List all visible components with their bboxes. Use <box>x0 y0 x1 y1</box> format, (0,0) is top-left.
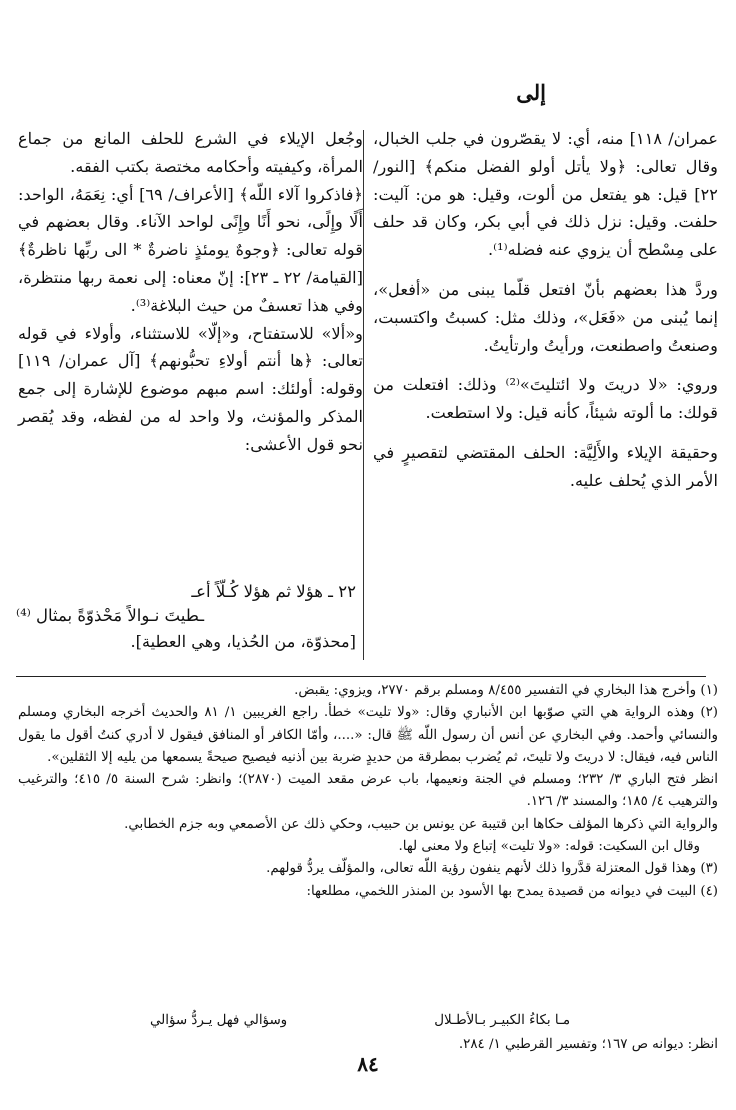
paragraph: وردَّ هذا بعضهم بأنّ افتعل قلّما يبنى من «أفعل»، إنما يُبنى من «فَعَل»، وذلك مثل: كسبتُ واكتسبت، وصنعتُ واصطنعت، ورأيتُ وارتأيتُ. <box>373 279 718 355</box>
footnote-4-verse <box>150 1013 570 1028</box>
footnote-2-sikkit: وقال ابن السكيت: قوله: «ولا تليت» إتباع ولا معنى لها. <box>398 839 700 855</box>
footnote-4-reference: انظر: ديوانه ص ١٦٧؛ وتفسير القرطبي ١/ ٢٨٤. <box>458 1037 718 1052</box>
page-number: ٨٤ <box>357 1052 379 1076</box>
footnote-2-refs: انظر فتح الباري ٣/ ٢٣٢؛ ومسلم في الجنة ونعيمها، باب عرض مقعد الميت (٢٨٧٠)؛ وانظر: شرح السنة ٥/ ٤١٥؛ والترغيب والترهيب ٤/ ١٨٥؛ والمسند ٣/ ١٢٦. <box>18 772 718 810</box>
left-column <box>18 125 363 459</box>
paragraph: وروي: «لا دريتَ ولا ائتليتَ»⁽²⁾ وذلك: افتعلت من قولك: ما ألوته شيئاً، كأنه قيل: ولا استطعت. <box>373 375 718 423</box>
poem-gloss: [محذوّة، من الحُذيا، وهي العطية]. <box>130 632 356 651</box>
paragraph: ﴿فاذكروا آلاء اللّه﴾ [الأعراف/ ٦٩] أي: نِعَمَهُ، الواحد: أَلًا وإِلًى، نحو أَنًا وإِنًى لواحد الآناء. وقال بعضهم في قوله تعالى: ﴿وجوهٌ يومئذٍ ناضرةٌ * الى ربِّها ناظرةٌ﴾ [القيامة/ ٢٢ ـ ٢٣]: إنّ معناه: إلى نعمة ربها منتظرة، وفي هذا تعسفٌ من حيث البلاغة⁽³⁾. <box>18 184 363 315</box>
paragraph: وجُعل الإيلاء في الشرع للحلف المانع من جماع المرأة، وكيفيته وأحكامه مختصة بكتب الفقه. <box>18 129 363 176</box>
footnote-3: (٣) وهذا قول المعتزلة قدَّروا ذلك لأنهم ينفون رؤية اللّه تعالى، والمؤلّف يردُّ قولهم. <box>266 861 718 877</box>
footnote-4: (٤) البيت في ديوانه من قصيدة يمدح بها الأسود بن المنذر اللخمي، مطلعها: <box>306 883 718 899</box>
paragraph: و«ألا» للاستفتاح، و«إلّا» للاستثناء، وأولاء في قوله تعالى: ﴿ها أنتم أولاءِ تحبُّونهم﴾ [آل عمران/ ١١٩] وقوله: أولئك: اسم مبهم موضوع للإشارة إلى جمع المذكر والمؤنث، ولا واحد له من لفظه، وقد يُقصر نحو قول الأعشى: <box>18 323 363 454</box>
footnote-1: (١) وأخرج هذا البخاري في التفسير ٨/٤٥٥ ومسلم برقم ٢٧٧٠، ويزوي: يقبض. <box>294 683 718 698</box>
footnote-2-riwaya: والرواية التي ذكرها المؤلف حكاها ابن قتيبة عن يونس بن حبيب، وحكي ذلك عن الأصمعي وبه جزم الخطابي. <box>124 816 718 832</box>
footnote-2: (٢) وهذه الرواية هي التي صوّبها ابن الأنباري وقال: «ولا تليت» خطأ. راجع الغريبين ١/ ٨١ والحديث أخرجه البخاري ومسلم والنسائي وأحمد. وفي البخاري عن أنس أن رسول اللّه ﷺ قال: «....، وأمّا الكافر أو المنافق فيقول لا أدري كنتُ أقول ما يقول الناس فيه، فيقال: لا دريتَ ولا تليتَ، ثم يُضرب بمطرقة من حديدٍ ضربة بين أذنيه فيصيح صيحةً يسمعها من يليه إلا الثقلين». <box>18 705 718 765</box>
running-header-word: إلى <box>516 80 546 105</box>
footnote-verse-hemistich-2: وسؤالي فهل يـردُّ سؤالي <box>150 1013 288 1028</box>
footnote-separator <box>16 676 706 677</box>
footnotes <box>18 680 718 903</box>
footnote-verse-hemistich-1: مـا بكاءُ الكبيـر بـالأطـلال <box>434 1013 570 1028</box>
paragraph: وحقيقة الإيلاء والأَلِيَّة: الحلف المقتضي لتقصيرٍ في الأمر الذي يُحلف عليه. <box>373 442 718 490</box>
column-divider <box>363 130 364 660</box>
paragraph: عمران/ ١١٨] منه، أي: لا يقصّرون في جلب الخبال، وقال تعالى: ﴿ولا يأتل أولو الفضل منكم﴾ [النور/ ٢٢] قيل: هو يفتعل من ألوت، وقيل: هو من: آليت: حلفت. وقيل: نزل ذلك في أبي بكر، وكان قد حلف على مِسْطح أن يزوي عنه فضله⁽¹⁾. <box>373 129 718 260</box>
poem-line-2: ـطيتَ نـوالاً مَحْذوّةً بمثال ⁽⁴⁾ <box>16 606 205 625</box>
poem-line-1: ٢٢ ـ هؤلا ثم هؤلا كُـلّاً أعـ <box>191 582 356 601</box>
right-column <box>373 125 718 495</box>
